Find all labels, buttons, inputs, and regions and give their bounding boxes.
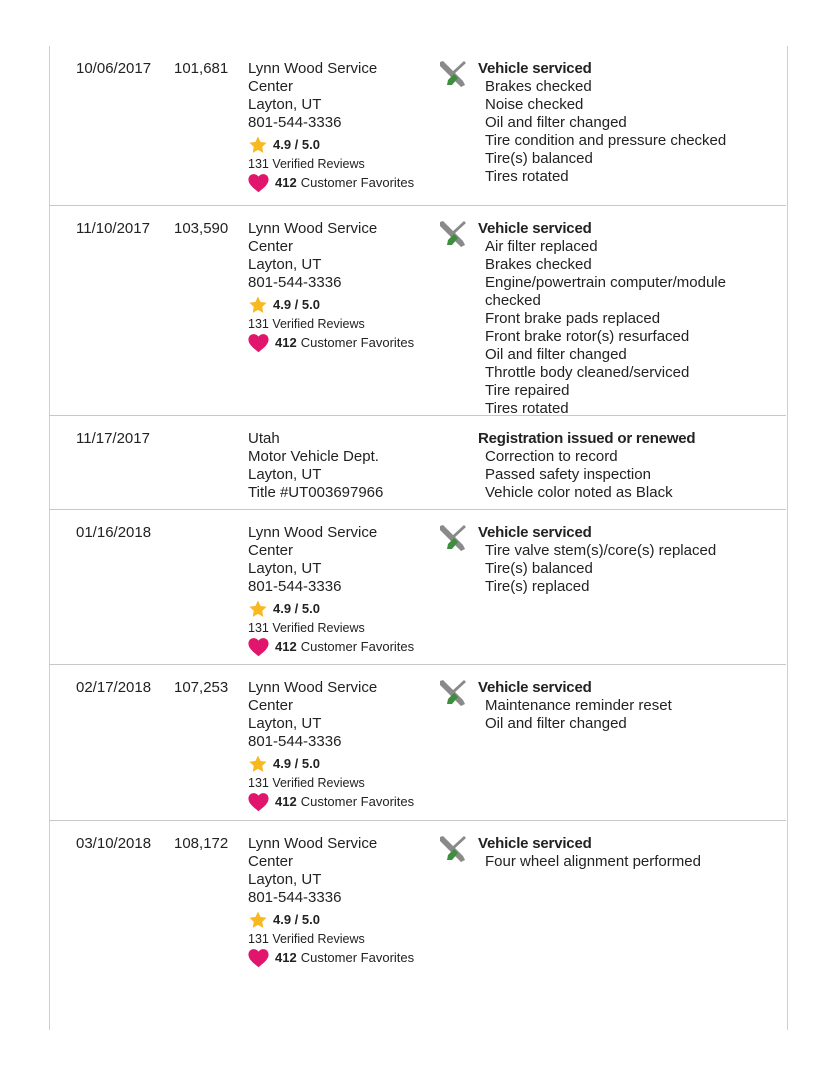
detail-item: Tire(s) balanced xyxy=(485,150,593,167)
detail-item: Oil and filter changed xyxy=(485,346,627,363)
rating[interactable] xyxy=(248,599,433,619)
favorites-count: 412 xyxy=(275,335,297,350)
heart-icon xyxy=(248,333,269,353)
record-source xyxy=(248,679,433,812)
source-name-line: Lynn Wood Service xyxy=(248,524,378,541)
record-date: 11/10/2017 xyxy=(76,220,150,237)
event-title: Vehicle serviced xyxy=(478,679,592,696)
event-details xyxy=(478,679,778,733)
verified-reviews-link[interactable]: 131 Verified Reviews xyxy=(248,157,365,171)
rating-value: 4.9 / 5.0 xyxy=(273,756,320,771)
source-location: Layton, UT xyxy=(248,256,322,273)
star-shape xyxy=(249,912,266,928)
source-name-line: Lynn Wood Service xyxy=(248,679,378,696)
record-source xyxy=(248,835,433,968)
detail-item: Passed safety inspection xyxy=(485,466,651,483)
detail-item: Brakes checked xyxy=(485,256,592,273)
rating-value: 4.9 / 5.0 xyxy=(273,297,320,312)
star-shape xyxy=(249,137,266,153)
source-name-line: Motor Vehicle Dept. xyxy=(248,448,379,465)
screwdriver-shaft xyxy=(451,61,466,75)
record-source xyxy=(248,60,433,193)
customer-favorites[interactable] xyxy=(248,948,433,968)
favorites-label: Customer Favorites xyxy=(300,175,415,190)
detail-item: Throttle body cleaned/serviced xyxy=(485,364,690,381)
customer-favorites[interactable] xyxy=(248,173,433,193)
table-row xyxy=(49,665,786,821)
odometer-reading: 107,253 xyxy=(174,679,229,696)
odometer-reading: 103,590 xyxy=(174,220,229,237)
source-location: Layton, UT xyxy=(248,560,322,577)
detail-item: Tires rotated xyxy=(485,168,569,185)
rating-value: 4.9 / 5.0 xyxy=(273,912,320,927)
event-title: Vehicle serviced xyxy=(478,220,592,237)
star-icon xyxy=(248,599,268,619)
detail-item: Correction to record xyxy=(485,448,618,465)
record-date: 02/17/2018 xyxy=(76,679,152,696)
rating[interactable] xyxy=(248,910,433,930)
detail-item: Oil and filter changed xyxy=(485,114,627,131)
detail-item: Tire repaired xyxy=(485,382,570,399)
screwdriver-shaft xyxy=(451,221,466,235)
source-phone[interactable]: 801-544-3336 xyxy=(248,578,342,595)
table-row xyxy=(49,821,786,976)
favorites-label: Customer Favorites xyxy=(300,950,415,965)
source-name-line: Lynn Wood Service xyxy=(248,835,378,852)
detail-item: Front brake pads replaced xyxy=(485,310,661,327)
source-phone[interactable]: 801-544-3336 xyxy=(248,114,342,131)
rating-value: 4.9 / 5.0 xyxy=(273,137,320,152)
table-row xyxy=(49,510,786,665)
service-tools-icon xyxy=(438,219,468,249)
detail-item: Brakes checked xyxy=(485,78,592,95)
odometer-reading: 108,172 xyxy=(174,835,229,852)
customer-favorites[interactable] xyxy=(248,333,433,353)
detail-item: Tires rotated xyxy=(485,400,569,417)
record-date: 03/10/2018 xyxy=(76,835,152,852)
star-shape xyxy=(249,756,266,772)
star-shape xyxy=(249,297,266,313)
verified-reviews-link[interactable]: 131 Verified Reviews xyxy=(248,932,365,946)
verified-reviews-link[interactable]: 131 Verified Reviews xyxy=(248,317,365,331)
title-number: Title #UT003697966 xyxy=(248,484,384,501)
heart-shape xyxy=(248,949,268,967)
source-name-line: Lynn Wood Service xyxy=(248,220,378,237)
record-source xyxy=(248,524,433,657)
event-details xyxy=(478,60,778,186)
event-title: Vehicle serviced xyxy=(478,60,592,77)
event-title: Registration issued or renewed xyxy=(478,430,696,447)
detail-item: Tire valve stem(s)/core(s) replaced xyxy=(485,542,717,559)
favorites-count: 412 xyxy=(275,794,297,809)
service-tools-icon xyxy=(438,834,468,864)
detail-item: Air filter replaced xyxy=(485,238,598,255)
source-name-line: Center xyxy=(248,542,294,559)
customer-favorites[interactable] xyxy=(248,637,433,657)
star-icon xyxy=(248,135,268,155)
screwdriver-shaft xyxy=(451,836,466,850)
service-tools-icon xyxy=(438,678,468,708)
record-date: 11/17/2017 xyxy=(76,430,150,447)
favorites-label: Customer Favorites xyxy=(300,794,415,809)
event-title: Vehicle serviced xyxy=(478,524,592,541)
screwdriver-shaft xyxy=(451,525,466,539)
event-details xyxy=(478,430,778,502)
detail-item: checked xyxy=(485,292,541,309)
detail-item: Front brake rotor(s) resurfaced xyxy=(485,328,690,345)
star-icon xyxy=(248,295,268,315)
source-name-line: Utah xyxy=(248,430,280,447)
rating[interactable] xyxy=(248,135,433,155)
verified-reviews-link[interactable]: 131 Verified Reviews xyxy=(248,776,365,790)
favorites-count: 412 xyxy=(275,950,297,965)
table-row xyxy=(49,416,786,510)
event-details xyxy=(478,524,778,596)
source-name-line: Center xyxy=(248,78,294,95)
source-name-line: Lynn Wood Service xyxy=(248,60,378,77)
heart-icon xyxy=(248,637,269,657)
customer-favorites[interactable] xyxy=(248,792,433,812)
record-date: 01/16/2018 xyxy=(76,524,152,541)
rating-value: 4.9 / 5.0 xyxy=(273,601,320,616)
star-icon xyxy=(248,754,268,774)
service-tools-icon xyxy=(438,59,468,89)
detail-item: Tire(s) balanced xyxy=(485,560,593,577)
source-name-line: Center xyxy=(248,697,294,714)
detail-item: Engine/powertrain computer/module xyxy=(485,274,726,291)
verified-reviews-link[interactable]: 131 Verified Reviews xyxy=(248,621,365,635)
star-icon xyxy=(248,910,268,930)
heart-shape xyxy=(248,793,268,811)
favorites-count: 412 xyxy=(275,639,297,654)
service-tools-icon xyxy=(438,523,468,553)
source-location: Layton, UT xyxy=(248,96,322,113)
source-location: Layton, UT xyxy=(248,715,322,732)
rating[interactable] xyxy=(248,754,433,774)
screwdriver-shaft xyxy=(451,680,466,694)
table-row xyxy=(49,206,786,416)
heart-icon xyxy=(248,948,269,968)
rating[interactable] xyxy=(248,295,433,315)
heart-shape xyxy=(248,334,268,352)
source-phone[interactable]: 801-544-3336 xyxy=(248,889,342,906)
source-phone[interactable]: 801-544-3336 xyxy=(248,733,342,750)
record-date: 10/06/2017 xyxy=(76,60,152,77)
source-name-line: Center xyxy=(248,853,294,870)
favorites-count: 412 xyxy=(275,175,297,190)
event-details xyxy=(478,835,778,871)
heart-shape xyxy=(248,638,268,656)
heart-icon xyxy=(248,173,269,193)
table-row xyxy=(49,46,786,206)
event-details xyxy=(478,220,778,418)
detail-item: Tire condition and pressure checked xyxy=(485,132,727,149)
record-source xyxy=(248,430,433,502)
record-source xyxy=(248,220,433,353)
source-phone[interactable]: 801-544-3336 xyxy=(248,274,342,291)
detail-item: Noise checked xyxy=(485,96,584,113)
favorites-label: Customer Favorites xyxy=(300,335,415,350)
odometer-reading: 101,681 xyxy=(174,60,229,77)
source-location: Layton, UT xyxy=(248,466,322,483)
event-title: Vehicle serviced xyxy=(478,835,592,852)
detail-item: Vehicle color noted as Black xyxy=(485,484,673,501)
detail-item: Tire(s) replaced xyxy=(485,578,590,595)
source-name-line: Center xyxy=(248,238,294,255)
heart-icon xyxy=(248,792,269,812)
detail-item: Oil and filter changed xyxy=(485,715,627,732)
favorites-label: Customer Favorites xyxy=(300,639,415,654)
heart-shape xyxy=(248,174,268,192)
detail-item: Four wheel alignment performed xyxy=(485,853,701,870)
source-location: Layton, UT xyxy=(248,871,322,888)
detail-item: Maintenance reminder reset xyxy=(485,697,672,714)
star-shape xyxy=(249,601,266,617)
